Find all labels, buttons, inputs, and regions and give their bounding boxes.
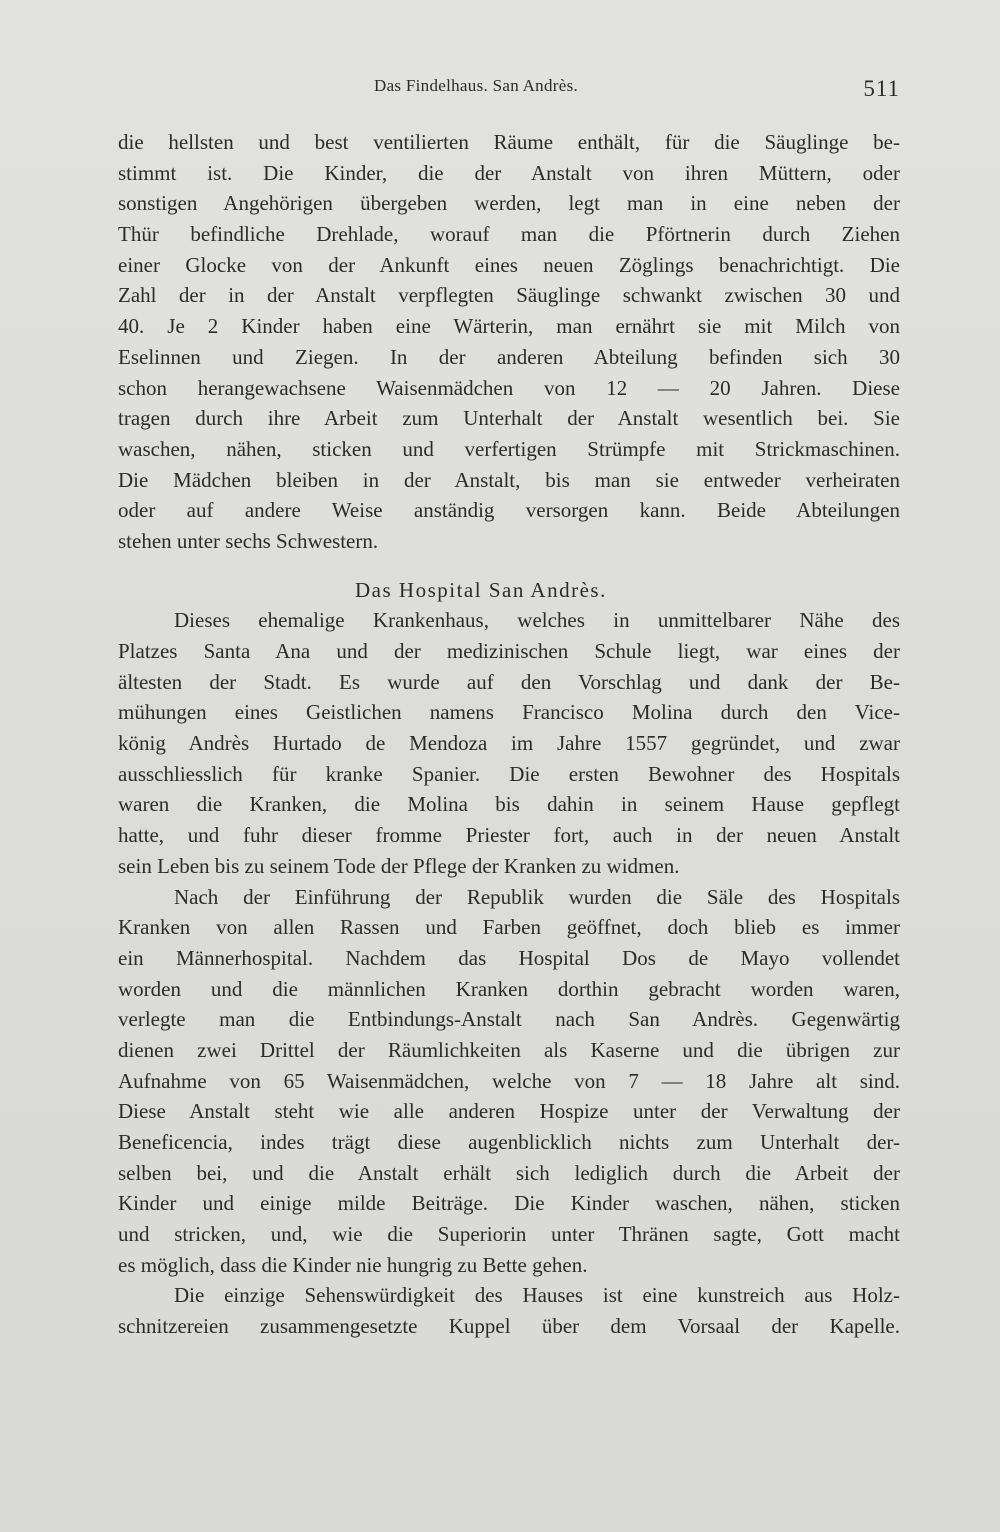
text-line: hatte, und fuhr dieser fromme Priester fort, auch in der neuen Anstalt [118, 823, 900, 848]
section-heading: Das Hospital San Andrès. [355, 577, 607, 602]
text-line: ein Männerhospital. Nachdem das Hospital Dos de Mayo vollendet [118, 945, 900, 970]
text-line: es möglich, dass die Kinder nie hungrig zu Bette gehen. [118, 1252, 588, 1277]
text-line: selben bei, und die Anstalt erhält sich lediglich durch die Arbeit der [118, 1160, 900, 1185]
text-line: Eselinnen und Ziegen. In der anderen Abteilung befinden sich 30 [118, 344, 900, 369]
text-line: stehen unter sechs Schwestern. [118, 528, 379, 553]
text-line: Kinder und einige milde Beiträge. Die Kinder waschen, nähen, sticken [118, 1191, 900, 1216]
text-line: die hellsten und best ventilierten Räume enthält, für die Säuglinge be- [118, 130, 900, 154]
text-line: Zahl der in der Anstalt verpflegten Säuglinge schwankt zwischen 30 und [118, 283, 900, 308]
text-line: verlegte man die Entbindungs-Anstalt nach San Andrès. Gegenwärtig [118, 1007, 900, 1032]
text-line: Platzes Santa Ana und der medizinischen Schule liegt, war eines der [118, 639, 900, 663]
text-line: Dieses ehemalige Krankenhaus, welches in unmittelbarer Nähe des [174, 608, 900, 633]
page-number: 511 [863, 76, 900, 101]
text-line: mühungen eines Geistlichen namens Francisco Molina durch den Vice- [118, 700, 900, 725]
text-line: ausschliesslich für kranke Spanier. Die ersten Bewohner des Hospitals [118, 761, 900, 786]
text-line: Nach der Einführung der Republik wurden die Säle des Hospitals [174, 884, 900, 909]
text-line: und stricken, und, wie die Superiorin unter Thränen sagte, Gott macht [118, 1222, 900, 1247]
section-gap [118, 557, 900, 575]
text-line: Kranken von allen Rassen und Farben geöffnet, doch blieb es immer [118, 915, 900, 940]
paragraph-hospital-history [118, 605, 900, 881]
text-line: waren die Kranken, die Molina bis dahin in seinem Hause gepflegt [118, 792, 900, 817]
text-line: könig Andrès Hurtado de Mendoza im Jahre 1557 gegründet, und zwar [118, 731, 900, 756]
text-line: oder auf andere Weise anständig versorgen kann. Beide Abteilungen [118, 498, 900, 523]
text-line: einer Glocke von der Ankunft eines neuen Zöglings benachrichtigt. Die [118, 252, 900, 277]
text-line: sein Leben bis zu seinem Tode der Pflege der Kranken zu widmen. [118, 853, 680, 878]
text-line: dienen zwei Drittel der Räumlichkeiten als Kaserne und die übrigen zur [118, 1037, 900, 1062]
text-line: schnitzereien zusammengesetzte Kuppel über dem Vorsaal der Kapelle. [118, 1314, 900, 1339]
text-line: Die Mädchen bleiben in der Anstalt, bis man sie entweder verheiraten [118, 467, 900, 492]
text-line: waschen, nähen, sticken und verfertigen Strümpfe mit Strickmaschinen. [118, 436, 900, 461]
body-text [118, 127, 900, 1342]
text-line: Die einzige Sehenswürdigkeit des Hauses ist eine kunstreich aus Holz- [174, 1283, 900, 1308]
text-line: sonstigen Angehörigen übergeben werden, legt man in eine neben der [118, 191, 900, 216]
running-title: Das Findelhaus. San Andrès. [374, 76, 579, 95]
paragraph-hospital-cupola [118, 1280, 900, 1341]
text-line: 40. Je 2 Kinder haben eine Wärterin, man ernährt sie mit Milch von [118, 314, 900, 339]
text-line: ältesten der Stadt. Es wurde auf den Vorschlag und dank der Be- [118, 669, 900, 694]
text-line: stimmt ist. Die Kinder, die der Anstalt von ihren Müttern, oder [118, 160, 900, 185]
text-line: tragen durch ihre Arbeit zum Unterhalt der Anstalt wesentlich bei. Sie [118, 406, 900, 431]
text-line: Diese Anstalt steht wie alle anderen Hospize unter der Verwaltung der [118, 1099, 900, 1124]
text-line: worden und die männlichen Kranken dorthin gebracht worden waren, [118, 976, 900, 1001]
page-header [118, 76, 900, 106]
text-line: schon herangewachsene Waisenmädchen von 12 — 20 Jahren. Diese [118, 375, 900, 400]
text-line: Aufnahme von 65 Waisenmädchen, welche von 7 — 18 Jahre alt sind. [118, 1068, 900, 1093]
text-line: Beneficencia, indes trägt diese augenblicklich nichts zum Unterhalt der- [118, 1130, 900, 1154]
paragraph-hospital-republic [118, 882, 900, 1281]
text-line: Thür befindliche Drehlade, worauf man die Pförtnerin durch Ziehen [118, 222, 900, 247]
paragraph-findelhaus [118, 127, 900, 557]
